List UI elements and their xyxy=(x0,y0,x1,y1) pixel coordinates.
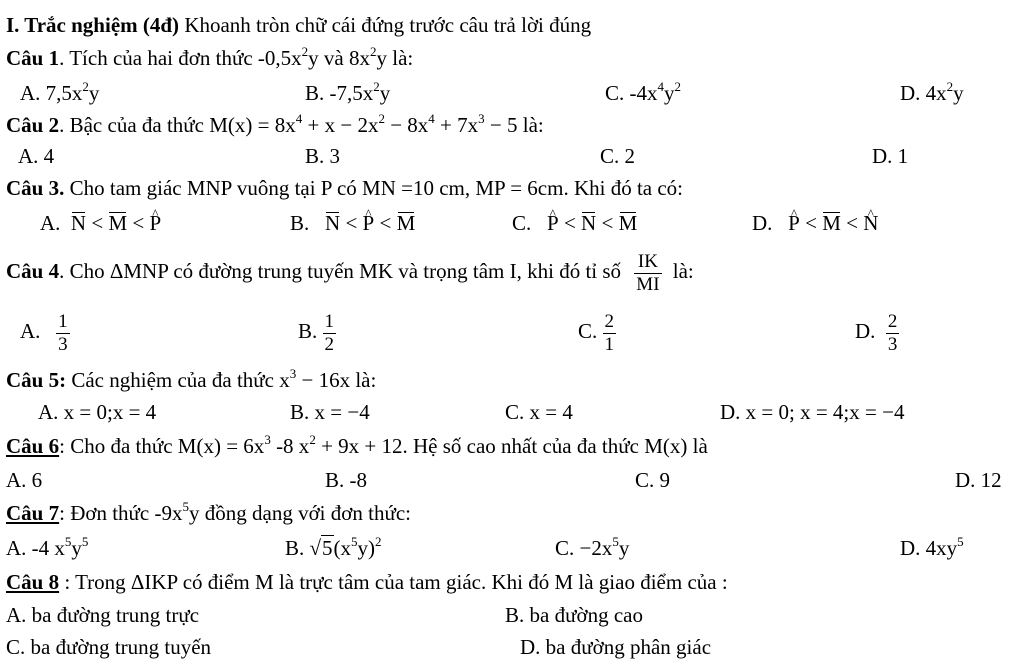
angle-p: ^ P xyxy=(149,210,161,236)
exponent: 2 xyxy=(301,44,309,59)
exponent: 2 xyxy=(309,432,316,447)
exponent: 5 xyxy=(182,499,189,514)
question-2-text: . Bậc của đa thức M(x) = 8x xyxy=(59,113,296,137)
option-7c[interactable]: C. $-2x^5y$ xyxy=(555,534,630,560)
question-6-text: -8 x xyxy=(270,434,310,458)
angle-n: N xyxy=(325,211,341,235)
question-2-text: + 7x xyxy=(434,113,479,137)
option-3d[interactable]: D. ^ P < M < ^ N xyxy=(752,210,878,236)
option-1d[interactable]: D. $4x^2y$ xyxy=(900,79,964,105)
question-5-label: Câu 5: xyxy=(6,368,67,392)
question-4-tail: là: xyxy=(672,259,694,283)
question-7-text: y đồng dạng với đơn thức: xyxy=(189,501,411,525)
section-title: I. Trắc nghiệm (4đ) xyxy=(6,13,180,37)
option-8b[interactable]: B. ba đường cao xyxy=(505,603,643,627)
option-5a[interactable]: A. x = 0;x = 4 xyxy=(38,400,157,424)
angle-n: ^ N xyxy=(863,210,878,236)
exponent: 2 xyxy=(378,111,385,126)
question-3-text: Cho tam giác MNP vuông tại P có MN =10 cm, MP = 6cm. Khi đó ta có: xyxy=(64,176,683,200)
question-5-text: Các nghiệm của đa thức xyxy=(66,368,280,392)
question-3-label: Câu 3. xyxy=(6,176,65,200)
option-6c[interactable]: C. 9 xyxy=(635,468,671,492)
option-4b[interactable]: B. $\frac{1}{2}$ xyxy=(298,310,335,355)
question-2-label: Câu 2 xyxy=(6,113,60,137)
question-6-label: Câu 6 xyxy=(6,434,60,458)
option-4a[interactable]: A. $\frac{1}{3}$ xyxy=(20,310,68,355)
exponent: 4 xyxy=(295,111,303,126)
question-5-poly: x xyxy=(279,368,290,392)
option-6b[interactable]: B. -8 xyxy=(325,468,367,492)
exponent: 3 xyxy=(478,111,485,126)
question-1-text: y là: xyxy=(376,46,414,70)
option-6d[interactable]: D. 12 xyxy=(955,468,1002,492)
question-4-text: . Cho ΔMNP có đường trung tuyến MK và trọng tâm I, khi đó tỉ số xyxy=(59,259,622,283)
option-4d[interactable]: D. $\frac{2}{3}$ xyxy=(855,310,898,355)
option-5d[interactable]: D. x = 0; x = 4;x = −4 xyxy=(720,400,905,424)
angle-n: N xyxy=(581,211,597,235)
exponent: 2 xyxy=(369,44,377,59)
question-4-options xyxy=(0,302,1024,360)
option-1b[interactable]: B. $-7,5x^2y$ xyxy=(305,79,391,105)
question-7-text: : Đơn thức -9x xyxy=(59,501,183,525)
question-4-label: Câu 4 xyxy=(6,259,60,283)
question-1-text: . Tích của hai đơn thức -0,5x xyxy=(59,46,302,70)
exponent: 4 xyxy=(428,111,435,126)
option-2a[interactable]: A. 4 xyxy=(18,144,55,168)
angle-p: ^ P xyxy=(788,210,800,236)
angle-n: N xyxy=(70,211,87,235)
option-5b[interactable]: B. x = −4 xyxy=(290,400,370,424)
question-6-text: + 9x + 12. Hệ số cao nhất của đa thức M(x) là xyxy=(315,434,708,458)
option-1a[interactable]: A. $7,5x^2y$ xyxy=(20,79,100,105)
angle-m: M xyxy=(822,211,841,235)
option-3a[interactable]: A. N < M < ^ P xyxy=(40,210,161,236)
section-instruction: Khoanh tròn chữ cái đứng trước câu trả lời đúng xyxy=(184,13,592,37)
option-8a[interactable]: A. ba đường trung trực xyxy=(6,603,200,627)
question-8-label: Câu 8 xyxy=(6,570,60,594)
angle-p: ^ P xyxy=(363,210,375,236)
option-8d[interactable]: D. ba đường phân giác xyxy=(520,635,712,659)
question-4 xyxy=(0,244,1024,298)
option-7d[interactable]: D. $4xy^5$ xyxy=(900,534,964,560)
option-3c[interactable]: C. ^ P < N < M xyxy=(512,210,637,236)
option-2b[interactable]: B. 3 xyxy=(305,144,341,168)
exponent: 3 xyxy=(289,366,297,381)
angle-m: M xyxy=(396,211,416,235)
option-7a[interactable]: A. -4 $x^5y^5$ xyxy=(6,534,89,560)
angle-m: M xyxy=(618,211,638,235)
exponent: 3 xyxy=(264,432,271,447)
question-2-text: + x − 2x xyxy=(302,113,379,137)
option-5c[interactable]: C. x = 4 xyxy=(505,400,573,424)
option-2d[interactable]: D. 1 xyxy=(872,144,909,168)
question-5-tail: là: xyxy=(350,368,377,392)
question-7-label: Câu 7 xyxy=(6,501,60,525)
option-1c[interactable]: C. $-4x^4y^2$ xyxy=(605,79,681,105)
option-6a[interactable]: A. 6 xyxy=(6,468,43,492)
question-6-text: : Cho đa thức M(x) = 6x xyxy=(59,434,265,458)
option-3b[interactable]: B. N < ^ P < M xyxy=(290,210,415,236)
option-8c[interactable]: C. ba đường trung tuyến xyxy=(6,635,212,659)
option-2c[interactable]: C. 2 xyxy=(600,144,636,168)
option-7b[interactable]: B. $√5(x^5y)^2$ xyxy=(285,534,382,560)
question-1-text: y và 8x xyxy=(308,46,370,70)
ratio-fraction: $\frac{IK}{MI}$ xyxy=(636,250,660,295)
question-8-text: : Trong ΔIKP có điểm M là trực tâm của tam giác. Khi đó M là giao điểm của : xyxy=(59,570,728,594)
question-2-text: − 8x xyxy=(384,113,429,137)
question-5-poly: − 16x xyxy=(296,368,351,392)
question-2-text: − 5 là: xyxy=(484,113,544,137)
angle-p: ^ P xyxy=(547,210,559,236)
option-4c[interactable]: C. $\frac{2}{1}$ xyxy=(578,310,615,355)
question-1-label: Câu 1 xyxy=(6,46,60,70)
sqrt-symbol: √5 xyxy=(309,536,333,560)
angle-m: M xyxy=(108,211,128,235)
